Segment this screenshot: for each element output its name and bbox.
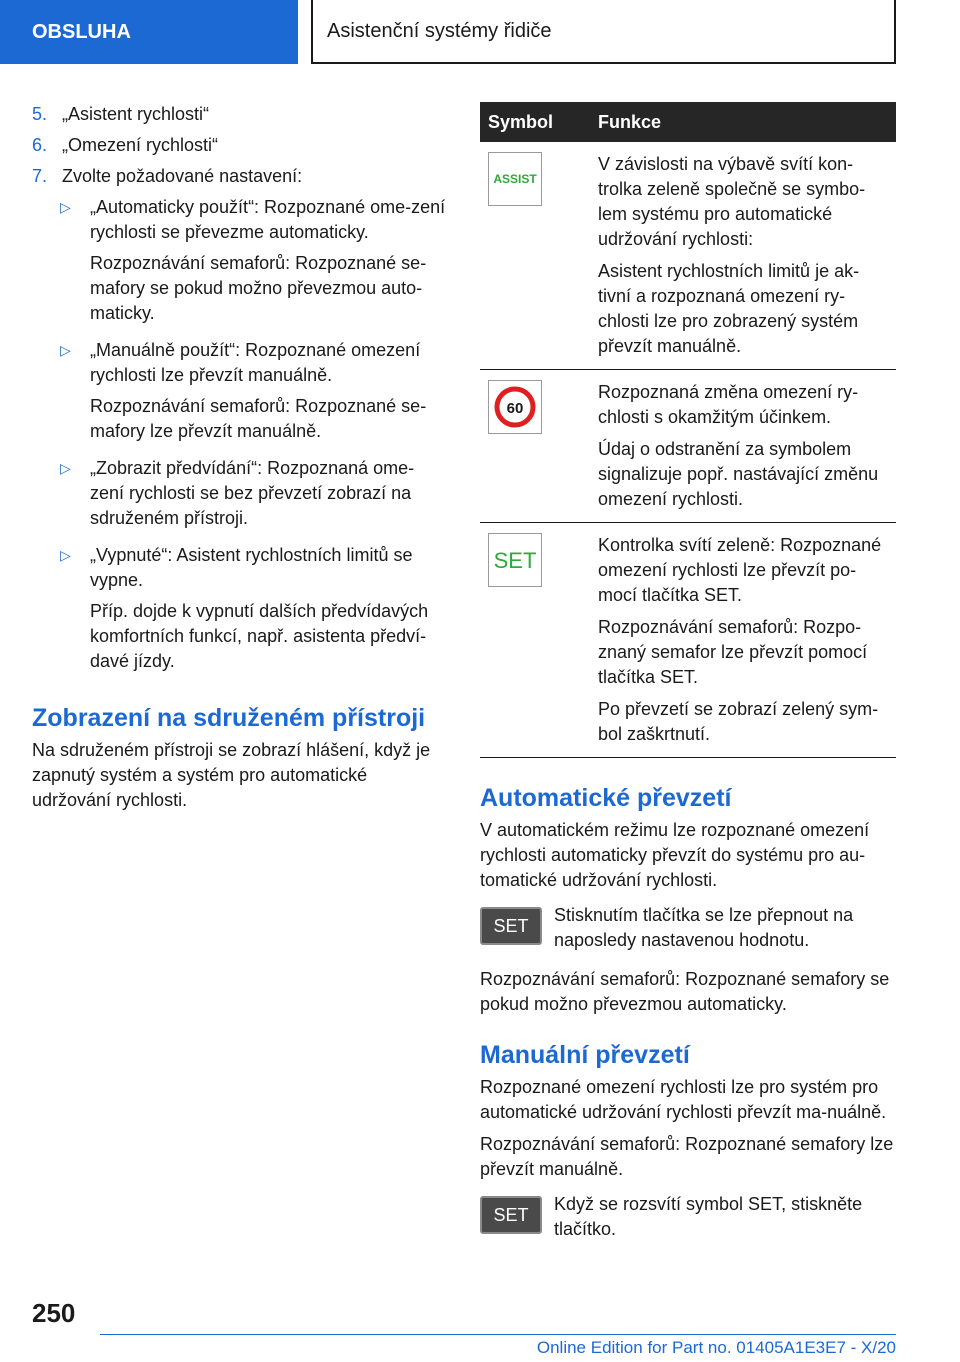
auto-button-row	[480, 903, 896, 953]
triangle-bullet-icon: ▷	[60, 342, 71, 358]
table-header-symbol: Symbol	[480, 102, 590, 142]
function-cell	[590, 142, 896, 370]
item-text: „Asistent rychlosti“	[62, 104, 210, 124]
function-text: Asistent rychlostních limitů je ak-tivní a rozpoznaná omezení ry-chlosti lze pro zobrazený systém převzít manuálně.	[598, 261, 860, 356]
left-column	[32, 102, 446, 813]
header-title	[311, 0, 896, 64]
bullet-item	[32, 195, 446, 245]
triangle-bullet-icon: ▷	[60, 547, 71, 563]
triangle-bullet-icon: ▷	[60, 460, 71, 476]
numbered-item	[32, 133, 446, 158]
bullet-item	[32, 338, 446, 388]
bullet-subtext: Rozpoznávání semaforů: Rozpoznané se-mafory lze převzít manuálně.	[90, 396, 427, 441]
symbol-cell	[480, 142, 590, 370]
bullet-text: „Automaticky použít“: Rozpoznané ome-zení rychlosti se převezme automaticky.	[90, 197, 446, 242]
speed-limit-60-icon	[488, 380, 542, 434]
set-button-icon	[480, 1196, 542, 1234]
table-row	[480, 370, 896, 523]
header-title-text: Asistenční systémy řidiče	[327, 19, 552, 42]
bullet-text: „Vypnuté“: Asistent rychlostních limitů se vypne.	[90, 545, 413, 590]
assist-icon-label: ASSIST	[493, 171, 537, 186]
item-number: 5.	[32, 104, 48, 124]
speed-limit-sign-icon	[494, 386, 536, 428]
bullet-text: „Zobrazit předvídání“: Rozpoznaná ome-zení rychlosti se bez převzetí zobrazí na sdruženém přístroji.	[90, 458, 415, 528]
auto-heading: Automatické převzetí	[480, 784, 732, 812]
symbol-cell	[480, 370, 590, 523]
item-number: 6.	[32, 135, 48, 155]
function-text: Rozpoznávání semaforů: Rozpo-znaný semafor lze převzít pomocí tlačítka SET.	[598, 617, 868, 687]
function-cell	[590, 370, 896, 523]
footer-edition-text: Online Edition for Part no. 01405A1E3E7 - X/20	[536, 1338, 896, 1357]
bullet-item	[32, 456, 446, 531]
section-heading: Zobrazení na sdruženém přístroji	[32, 704, 426, 732]
manual-text-2: Rozpoznávání semaforů: Rozpoznané semafory lze převzít manuálně.	[480, 1134, 894, 1179]
header-section-tab: OBSLUHA	[0, 0, 298, 64]
table-row	[480, 142, 896, 370]
function-cell	[590, 523, 896, 758]
set-green-icon	[488, 533, 542, 587]
function-text: Údaj o odstranění za symbolem signalizuje popř. nastávající změnu omezení rychlosti.	[598, 439, 879, 509]
manual-text: Rozpoznané omezení rychlosti lze pro systém pro automatické udržování rychlosti převzít ma-nuálně.	[480, 1077, 887, 1122]
footer-divider	[100, 1334, 896, 1335]
bullet-text: „Manuálně použít“: Rozpoznané omezení rychlosti lze převzít manuálně.	[90, 340, 421, 385]
function-text: V závislosti na výbavě svítí kon-trolka zeleně společně se symbo-lem systému pro automatické udržování rychlosti:	[598, 154, 866, 249]
symbol-table	[480, 102, 896, 758]
table-header-row	[480, 102, 896, 142]
table-header-function: Funkce	[590, 102, 896, 142]
right-column	[480, 102, 896, 1242]
function-text: Rozpoznaná změna omezení ry-chlosti s okamžitým účinkem.	[598, 382, 859, 427]
function-text: Kontrolka svítí zeleně: Rozpoznané omezení rychlosti lze převzít po-mocí tlačítka SET.	[598, 535, 882, 605]
set-button-label: SET	[493, 915, 529, 936]
bullet-subtext: Rozpoznávání semaforů: Rozpoznané se-mafory se pokud možno převezmou auto-maticky.	[90, 253, 427, 323]
section-text: Na sdruženém přístroji se zobrazí hlášení, když je zapnutý systém a systém pro automatické udržování rychlosti.	[32, 740, 431, 810]
item-number: 7.	[32, 166, 48, 186]
table-row	[480, 523, 896, 758]
manual-button-text: Když se rozsvítí symbol SET, stiskněte tlačítko.	[554, 1194, 863, 1239]
assist-icon	[488, 152, 542, 206]
speed-limit-value: 60	[506, 400, 524, 417]
symbol-cell	[480, 523, 590, 758]
function-text: Po převzetí se zobrazí zelený sym-bol zaškrtnutí.	[598, 699, 879, 744]
item-text: Zvolte požadované nastavení:	[62, 166, 303, 186]
numbered-item	[32, 164, 446, 189]
bullet-subtext: Příp. dojde k vypnutí dalších předvídavých komfortních funkcí, např. asistenta předví-davé jízdy.	[90, 601, 429, 671]
auto-text: V automatickém režimu lze rozpoznané omezení rychlosti automaticky převzít do systému pro au-tomatické udržování rychlosti.	[480, 820, 870, 890]
auto-text-2: Rozpoznávání semaforů: Rozpoznané semafory se pokud možno převezmou automaticky.	[480, 969, 890, 1014]
manual-heading: Manuální převzetí	[480, 1041, 690, 1069]
item-text: „Omezení rychlosti“	[62, 135, 219, 155]
manual-button-row	[480, 1192, 896, 1242]
numbered-item	[32, 102, 446, 127]
page-number: 250	[32, 1298, 76, 1328]
bullet-item	[32, 543, 446, 593]
set-green-icon-label: SET	[493, 547, 537, 573]
triangle-bullet-icon: ▷	[60, 199, 71, 215]
auto-button-text: Stisknutím tlačítka se lze přepnout na naposledy nastavenou hodnotu.	[554, 905, 854, 950]
set-button-icon	[480, 907, 542, 945]
set-button-label: SET	[493, 1204, 529, 1225]
